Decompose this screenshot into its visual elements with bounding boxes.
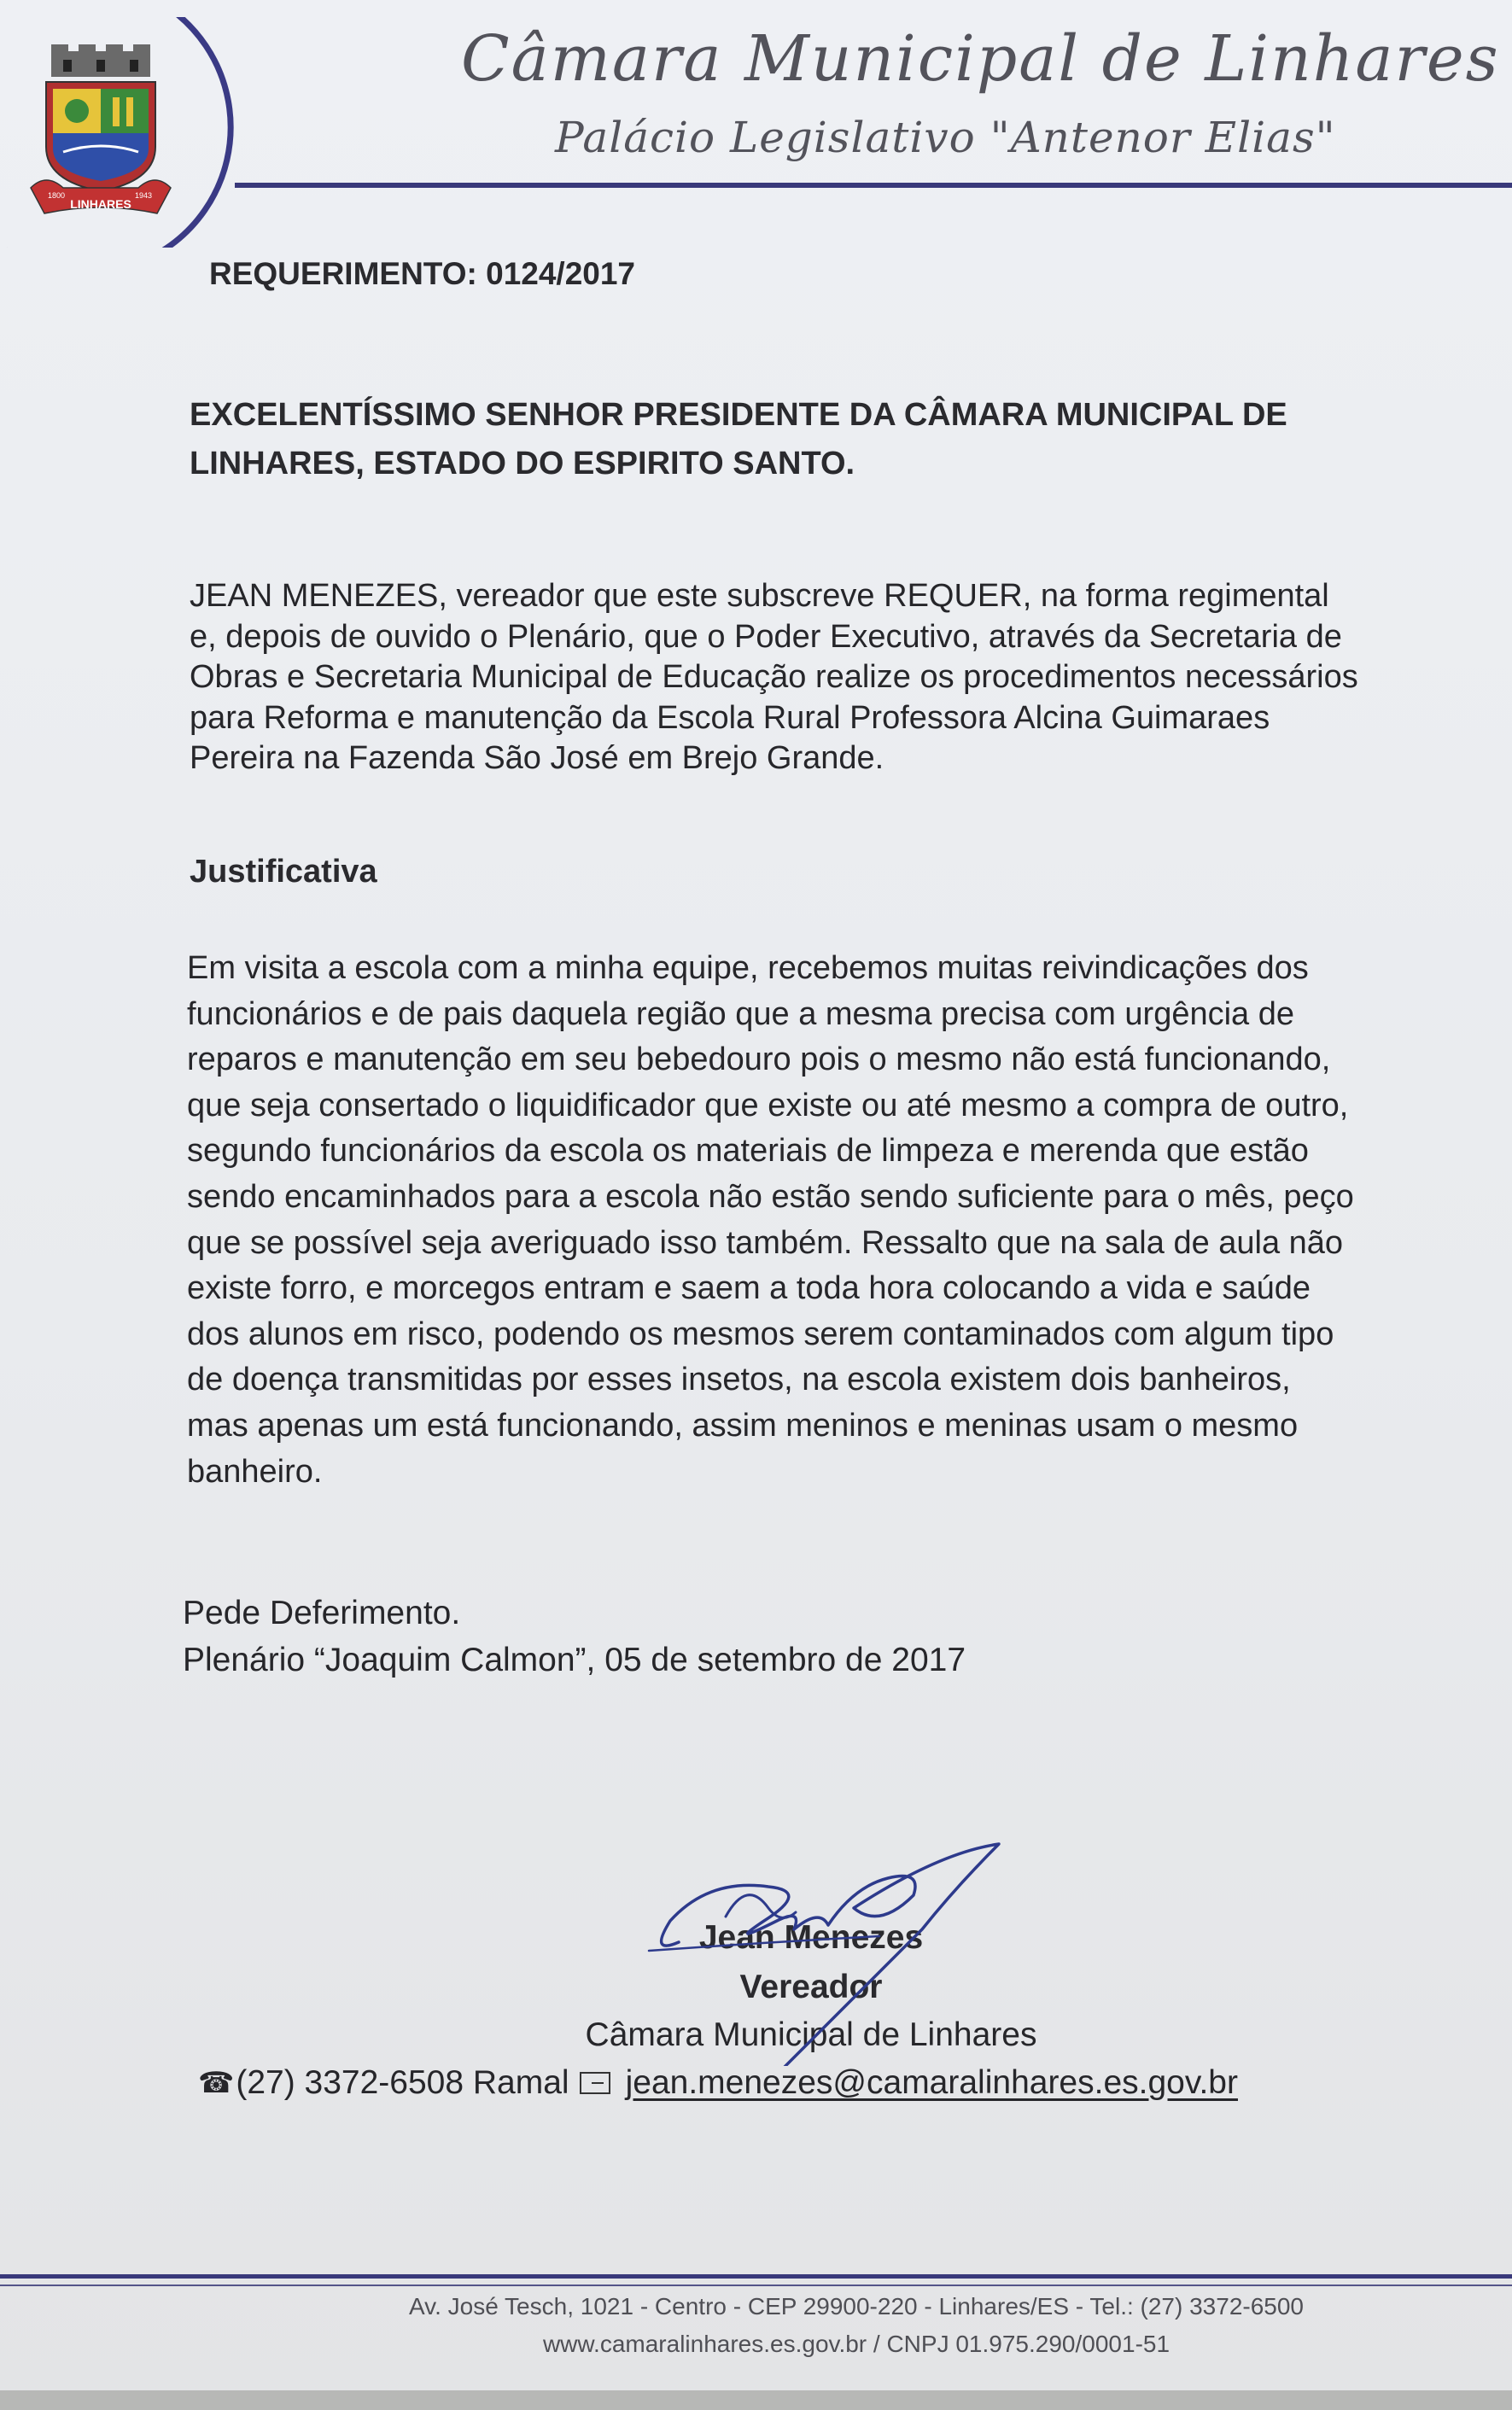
paragraph-line: segundo funcionários da escola os materiais de limpeza e merenda que estão (187, 1133, 1309, 1170)
handwritten-signature (598, 1827, 1042, 2066)
closing-date-place: Plenário “Joaquim Calmon”, 05 de setembro de 2017 (183, 1642, 966, 1678)
crest-year-right: 1943 (135, 191, 153, 200)
paragraph-line: Pereira na Fazenda São José em Brejo Grande. (190, 740, 884, 776)
justification-heading: Justificativa (190, 854, 377, 890)
closing-block (183, 1590, 966, 1683)
mail-icon (580, 2072, 610, 2094)
paragraph-line: funcionários e de pais daquela região que a mesma precisa com urgência de (187, 995, 1295, 1032)
crest-year-left: 1800 (48, 191, 66, 200)
paragraph-line: sendo encaminhados para a escola não estão sendo suficiente para o mês, peço (187, 1178, 1354, 1215)
crest-ribbon-text: LINHARES (70, 197, 131, 211)
paragraph-line: de doença transmitidas por esses insetos, na escola existem dois banheiros, (187, 1362, 1291, 1398)
telephone-icon: ☎ (198, 2067, 235, 2099)
paragraph-line: banheiro. (187, 1453, 323, 1490)
email-link[interactable]: jean.menezes@camaralinhares.es.gov.br (625, 2064, 1238, 2101)
signer-name: Jean Menezes (698, 1919, 924, 1956)
paragraph-line: reparos e manutenção em seu bebedouro pois o mesmo não está funcionando, (187, 1042, 1331, 1078)
municipal-crest-logo (29, 44, 172, 215)
paragraph-line: para Reforma e manutenção da Escola Rural Professora Alcina Guimaraes (190, 699, 1270, 736)
page-bottom-edge (0, 2390, 1512, 2410)
addressee-block (190, 391, 1427, 488)
paragraph-line: Em visita a escola com a minha equipe, recebemos muitas reivindicações dos (187, 950, 1309, 986)
paragraph-line: Obras e Secretaria Municipal de Educação realize os procedimentos necessários (190, 659, 1358, 695)
footer-divider-thin (0, 2285, 1512, 2286)
paragraph-line: dos alunos em risco, podendo os mesmos serem contaminados com algum tipo (187, 1316, 1334, 1352)
request-paragraph (190, 576, 1453, 779)
signer-role: Vereador (739, 1969, 883, 2005)
paragraph-line: existe forro, e morcegos entram e saem a toda hora colocando a vida e saúde (187, 1270, 1311, 1307)
paragraph-line: mas apenas um está funcionando, assim meninos e meninas usam o mesmo (187, 1407, 1299, 1444)
addressee-line: EXCELENTÍSSIMO SENHOR PRESIDENTE DA CÂMARA MUNICIPAL DE (190, 397, 1287, 433)
footer-address: Av. José Tesch, 1021 - Centro - CEP 29900-220 - Linhares/ES - Tel.: (27) 3372-6500 (408, 2293, 1305, 2320)
signer-organization: Câmara Municipal de Linhares (585, 2016, 1037, 2053)
footer-website-cnpj: www.camaralinhares.es.gov.br / CNPJ 01.975.290/0001-51 (542, 2331, 1170, 2357)
addressee-line: LINHARES, ESTADO DO ESPIRITO SANTO. (190, 446, 855, 481)
header-title: Câmara Municipal de Linhares (461, 22, 1500, 96)
contact-line (198, 2064, 1238, 2102)
justification-paragraph (187, 946, 1451, 1495)
paragraph-line: que se possível seja averiguado isso também. Ressalto que na sala de aula não (187, 1224, 1344, 1261)
paragraph-line: e, depois de ouvido o Plenário, que o Poder Executivo, através da Secretaria de (190, 618, 1342, 655)
phone-text: (27) 3372-6508 Ramal (236, 2064, 569, 2101)
paragraph-line: JEAN MENEZES, vereador que este subscreve REQUER, na forma regimental (190, 578, 1329, 614)
header-divider (235, 183, 1512, 188)
header-subtitle: Palácio Legislativo "Antenor Elias" (555, 113, 1336, 162)
paragraph-line: que seja consertado o liquidificador que existe ou até mesmo a compra de outro, (187, 1087, 1349, 1123)
footer-divider (0, 2274, 1512, 2279)
closing-request: Pede Deferimento. (183, 1595, 461, 1631)
document-number: REQUERIMENTO: 0124/2017 (209, 256, 636, 291)
